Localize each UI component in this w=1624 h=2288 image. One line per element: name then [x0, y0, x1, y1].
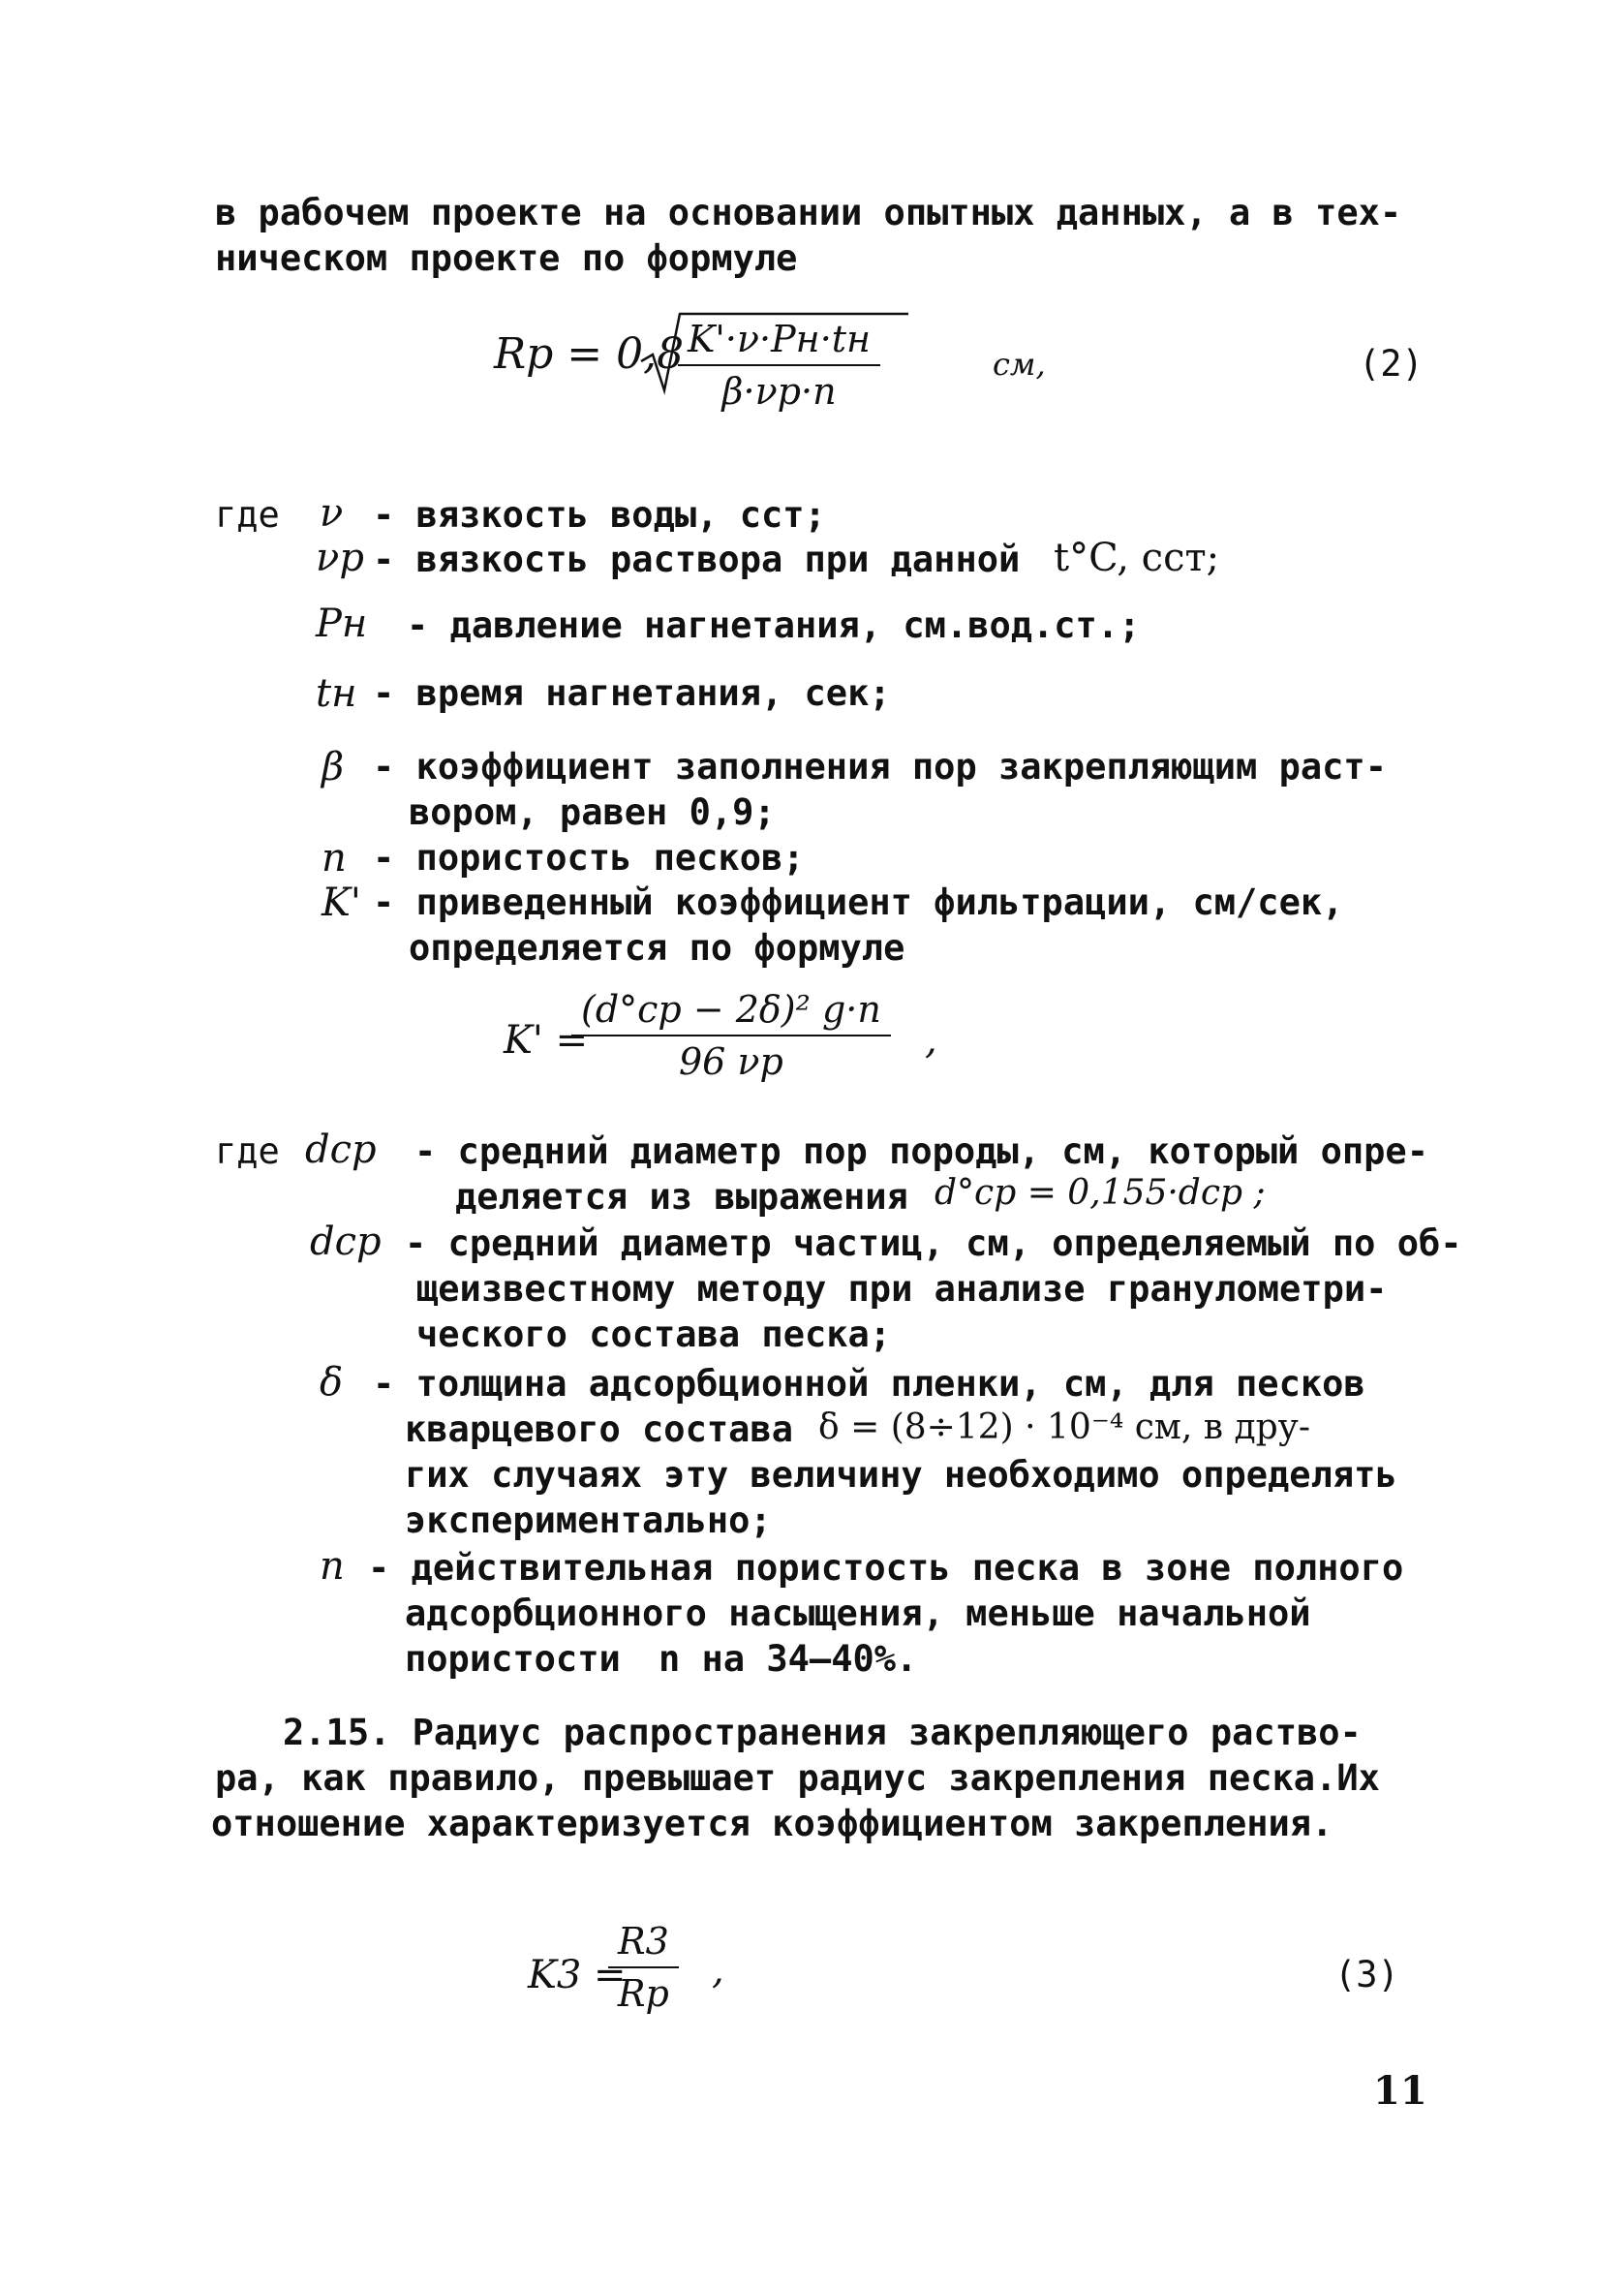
definition-n-actual-cont-1: адсорбционного насыщения, меньше начальной — [405, 1592, 1311, 1634]
definition-beta: - коэффициент заполнения пор закрепляющим раст- — [373, 746, 1387, 788]
symbol-t-h: tн — [316, 671, 357, 716]
where-word-2: где — [215, 1130, 280, 1172]
symbol-p-h: Pн — [316, 602, 368, 646]
temperature-unit: t°C, сст; — [1054, 536, 1220, 580]
symbol-d-pores: dcp — [305, 1128, 377, 1172]
definition-delta: - толщина адсорбционной пленки, см, для песков — [373, 1363, 1365, 1405]
definition-d-pores-cont: деляется из выражения — [455, 1176, 908, 1218]
formula-2-unit: см, — [993, 346, 1046, 383]
definition-nu-p: - вязкость раствора при данной — [373, 539, 1021, 580]
porosity-range: n на 34–40%. — [659, 1638, 918, 1680]
intro-line-2: ническом проекте по формуле — [215, 237, 798, 279]
where-word-1: где — [215, 494, 280, 536]
definition-p-h: - давление нагнетания, см.вод.ст.; — [407, 604, 1141, 646]
definition-n-actual: - действительная пористость песка в зоне полного — [368, 1547, 1404, 1589]
definition-d-particles-cont-2: ческого состава песка; — [416, 1314, 892, 1355]
definition-delta-cont-2: гих случаях эту величину необходимо определять — [405, 1454, 1397, 1496]
symbol-nu-p: νp — [316, 536, 364, 580]
formula-k-lhs: K' = — [504, 1018, 589, 1063]
paragraph-2-15-line-1: 2.15. Радиус распространения закрепляющего раство- — [283, 1712, 1362, 1753]
paragraph-2-15-line-2: ра, как правило, превышает радиус закрепления песка.Их — [215, 1757, 1380, 1799]
formula-k-trail: , — [925, 1018, 937, 1063]
definition-d-pores: - средний диаметр пор породы, см, который опре- — [414, 1130, 1428, 1172]
formula-2-fraction — [678, 318, 880, 413]
definition-d-particles: - средний диаметр частиц, см, определяемый по об- — [405, 1222, 1462, 1264]
formula-k-fraction — [571, 988, 891, 1083]
definition-d-particles-cont-1: щеизвестному методу при анализе гранулометри- — [416, 1268, 1388, 1310]
definition-beta-cont: вором, равен 0,9; — [409, 791, 776, 833]
formula-3-lhs: K3 = — [528, 1953, 627, 1997]
formula-3-fraction — [608, 1920, 679, 2015]
symbol-nu: ν — [320, 491, 344, 536]
formula-3-numerator: R3 — [608, 1920, 679, 1968]
definition-t-h: - время нагнетания, сек; — [373, 672, 891, 714]
paragraph-2-15-line-3: отношение характеризуется коэффициентом закрепления. — [211, 1803, 1333, 1844]
formula-3-denominator: Rp — [617, 1972, 669, 2015]
definition-n: - пористость песков; — [373, 837, 805, 879]
definition-delta-cont-1: кварцевого состава — [405, 1408, 793, 1450]
formula-3-label: (3) — [1334, 1954, 1399, 1995]
intro-line-1: в рабочем проекте на основании опытных данных, а в тех- — [215, 192, 1402, 233]
symbol-n: n — [322, 836, 347, 881]
symbol-d-particles: dcp — [310, 1220, 382, 1264]
formula-2-lhs: Rp = 0,8 — [494, 329, 685, 379]
expression-delta: δ = (8÷12) · 10⁻⁴ см, в дру- — [818, 1407, 1311, 1447]
formula-k-denominator: 96 νp — [678, 1040, 783, 1083]
symbol-beta: β — [322, 745, 345, 789]
expression-d-pores: d°cp = 0,155·dcp ; — [935, 1173, 1266, 1213]
definition-nu: - вязкость воды, сст; — [373, 494, 826, 536]
formula-2-denominator: β·νp·n — [721, 370, 837, 413]
page-number: 11 — [1373, 2068, 1427, 2114]
definition-k-prime: - приведенный коэффициент фильтрации, см/сек, — [373, 881, 1344, 923]
formula-2-label: (2) — [1359, 343, 1424, 385]
symbol-delta: δ — [320, 1360, 344, 1405]
formula-k-numerator: (d°cp − 2δ)² g·n — [571, 988, 891, 1036]
symbol-n-actual: n — [320, 1544, 345, 1589]
formula-2-numerator: K'·ν·Pн·tн — [678, 318, 880, 366]
formula-3-trail: , — [712, 1948, 724, 1993]
definition-n-actual-cont-2: пористости — [405, 1638, 621, 1680]
symbol-k-prime: K' — [322, 881, 361, 925]
definition-delta-cont-3: экспериментально; — [405, 1500, 772, 1541]
definition-k-prime-cont: определяется по формуле — [409, 927, 905, 969]
